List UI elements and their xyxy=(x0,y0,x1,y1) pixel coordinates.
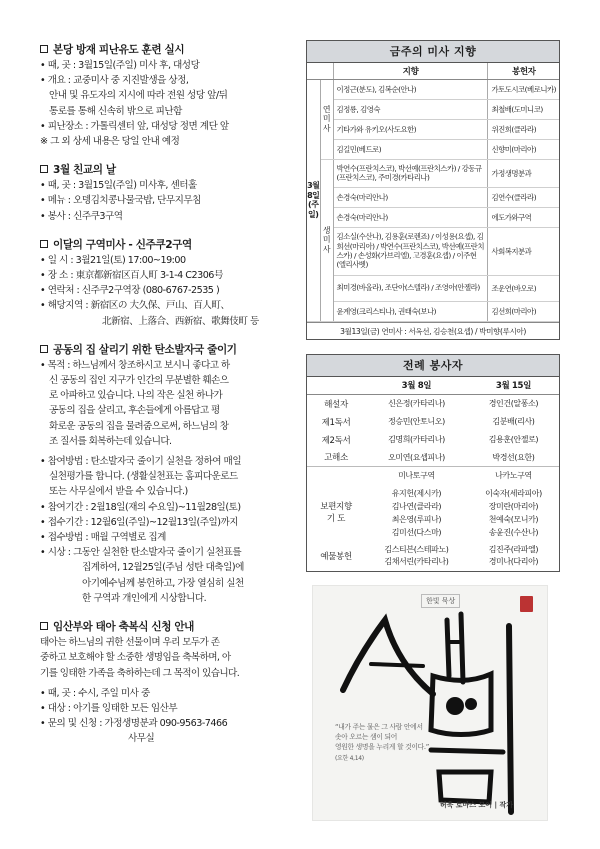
table-row xyxy=(307,395,559,413)
quote-reference: (요한 4,14) xyxy=(335,755,364,762)
date-column-header: 3월 15일 xyxy=(468,377,559,395)
intent-cell: 손경숙(마리안나) xyxy=(333,187,488,207)
server-name: 김채서린(카타리나) xyxy=(384,556,449,566)
table-row xyxy=(307,139,559,159)
server-name: 김미선(다스마) xyxy=(391,527,442,537)
table-row xyxy=(307,275,559,301)
server-name: 이숙자(세라피아) xyxy=(485,488,542,498)
server-name: 장미란(마리아) xyxy=(488,501,539,511)
server-name: 김분배(리사) xyxy=(492,417,535,426)
blessing-section xyxy=(40,619,296,746)
mass-intention-title: 금주의 미사 지향 xyxy=(307,41,559,63)
weekday-mass-note: 3월13일(금) 연미사 : 서옥선, 김승천(요셉) / 박미향(루시아) xyxy=(307,322,559,339)
server-name: 김명희(카타리나) xyxy=(388,435,445,444)
server-name: 최은영(루피나) xyxy=(391,514,442,524)
intent-column-header: 지향 xyxy=(333,63,488,79)
table-row xyxy=(307,431,559,449)
paragraph-line: 공동의 집을 살리고, 후손들에게 아름답고 평 xyxy=(49,405,220,417)
donor-cell: 가토도시코(베로니카) xyxy=(488,79,559,99)
quote-line: 솟아 오르는 샘이 되어 xyxy=(335,733,397,741)
info-line: • 때, 곳 : 수시, 주일 미사 중 xyxy=(40,687,150,699)
info-line: • 해당지역 : 新宿区の 大久保、戸山、百人町、 xyxy=(40,300,230,312)
left-column xyxy=(40,42,296,760)
intent-cell: 이정근(분도), 김복순(안나) xyxy=(333,79,488,99)
paragraph-line: 기를 잉태한 가족을 축하하는데 그 목적이 있습니다. xyxy=(40,667,240,679)
info-line: • 때, 곳 : 3월15일(주일) 미사 후, 대성당 xyxy=(40,60,200,71)
server-name: 오미연(요셉피나) xyxy=(388,452,445,462)
paragraph-line: 화로운 공동의 집을 물려줌으로써, 하느님의 창 xyxy=(49,420,229,432)
table-row xyxy=(307,467,559,485)
server-name: 경인건(알퐁소) xyxy=(488,399,539,409)
info-line: • 접수방법 : 매월 구역별로 집계 xyxy=(40,532,166,544)
server-name: 유지헌(제시카) xyxy=(391,488,442,498)
mass-intention-table xyxy=(307,63,559,322)
table-row xyxy=(307,541,559,571)
info-line: • 피난장소 : 가톨릭센터 앞, 대성당 정면 계단 앞 xyxy=(40,120,229,132)
donor-column-header: 봉헌자 xyxy=(488,63,559,79)
table-row xyxy=(307,119,559,139)
meditation-tag: 한빛 묵상 xyxy=(421,594,460,608)
role-label: 예물봉헌 xyxy=(320,551,352,562)
district-label: 미나토구역 xyxy=(365,467,468,485)
server-name-list xyxy=(468,541,559,571)
server-name: 김스티븐(스테파노) xyxy=(384,544,449,554)
section-title: 공동의 집 살리기 위한 탄소발자국 줄이기 xyxy=(40,342,296,358)
square-bullet-icon xyxy=(40,165,48,173)
server-name: 김진주(라파엘) xyxy=(488,544,539,554)
intent-cell: 김소실(수산나), 김용훈(로렌죠) / 이성용(요셉), 김희선(마리아) / 박연수(프란치스코), 박선예(프란치스카) / 손성화(가브리엘), 고경훈(요셉) / 이주현(엘리사벳) xyxy=(333,227,488,275)
table-row xyxy=(307,79,559,99)
intent-cell: 손경숙(마리안나) xyxy=(333,207,488,227)
server-name: 천예숙(모니카) xyxy=(488,514,539,524)
donor-cell: 가정생명분과 xyxy=(488,159,559,187)
server-name: 신은정(카타리나) xyxy=(388,399,445,409)
info-line: • 개요 : 교중미사 중 지진발생을 상정, xyxy=(40,75,189,87)
section-title: 임산부와 태아 축복식 신청 안내 xyxy=(40,619,296,635)
info-line: 집계하여, 12월25일(주님 성탄 대축일)에 xyxy=(82,562,244,574)
square-bullet-icon xyxy=(40,345,48,353)
info-line: 한 구역과 개인에게 시상합니다. xyxy=(82,592,207,604)
paragraph-line: 중하고 보호해야 할 소중한 생명임을 축복하며, 아 xyxy=(40,652,231,664)
server-name: 송윤진(수산나) xyxy=(488,527,539,537)
paragraph-line: • 목적 : 하느님께서 창조하시고 보시니 좋다고 하 xyxy=(40,359,230,371)
carbon-section xyxy=(40,342,296,606)
liturgy-servers-table xyxy=(307,377,559,571)
info-line: • 접수기간 : 12월6일(주일)~12월13일(주일)까지 xyxy=(40,516,239,528)
server-name: 경미나(다리아) xyxy=(488,556,539,566)
table-header-row xyxy=(307,63,559,79)
deceased-mass-label: 연미사 xyxy=(320,79,333,159)
info-line: • 장 소 : 東京都新宿区百人町 3-1-4 C2306号 xyxy=(40,270,224,282)
server-name: 김나연(클라라) xyxy=(391,501,442,511)
info-line: 北新宿、上落合、西新宿、歌舞伎町 등 xyxy=(102,315,259,327)
paragraph-line: 태아는 하느님의 귀한 선물이며 우리 모두가 존 xyxy=(40,637,220,649)
table-row xyxy=(307,301,559,321)
role-label: 제2독서 xyxy=(321,435,351,446)
mass-intention-box xyxy=(306,40,560,340)
table-row xyxy=(307,227,559,275)
role-label: 고해소 xyxy=(324,453,348,464)
paragraph-line: 신 공동의 집인 지구가 인간의 무분별한 훼손으 xyxy=(49,375,229,387)
meditation-card xyxy=(312,585,548,821)
info-line: • 참여방법 : 탄소발자국 줄이기 실천을 정하여 매일 xyxy=(40,456,242,468)
server-name-list xyxy=(365,485,468,541)
info-line: 안내 및 유도자의 지시에 따라 전원 성당 앞/뒤 xyxy=(49,90,228,102)
info-line: • 문의 및 신청 : 가정생명분과 090-9563-7466 xyxy=(40,718,228,730)
info-line: • 연락처 : 신주쿠2구역장 (080-6767-2535 ) xyxy=(40,285,220,297)
square-bullet-icon xyxy=(40,240,48,248)
table-row xyxy=(307,207,559,227)
table-row xyxy=(307,485,559,541)
intent-cell: 김정룡, 김영숙 xyxy=(333,99,488,119)
section-title: 이달의 구역미사 - 신주쿠2구역 xyxy=(40,237,296,253)
intent-cell: 최미경(바올라), 조단아(스텔라) / 조영아(안젤라) xyxy=(333,275,488,301)
table-row xyxy=(307,99,559,119)
quote-line: “내가 주는 물은 그 사람 안에서 xyxy=(335,723,423,731)
district-label: 나카노구역 xyxy=(468,467,559,485)
section-title: 본당 방재 피난유도 훈련 실시 xyxy=(40,42,296,58)
table-header-row xyxy=(307,377,559,395)
role-label: 보편지향 기 도 xyxy=(320,501,352,524)
donor-cell: 김연수(클라라) xyxy=(488,187,559,207)
table-row xyxy=(307,159,559,187)
district-section xyxy=(40,237,296,329)
gathering-section xyxy=(40,162,296,224)
info-line: 아기예수님께 봉헌하고, 가장 열심히 실천 xyxy=(82,577,244,589)
table-row xyxy=(307,413,559,431)
section-title: 3월 친교의 날 xyxy=(40,162,296,178)
drill-section xyxy=(40,42,296,149)
donor-cell: 위진희(클라라) xyxy=(488,119,559,139)
donor-cell: 조운연(바오로) xyxy=(488,275,559,301)
role-label: 제1독서 xyxy=(321,417,351,428)
server-name: 박경선(요한) xyxy=(492,452,535,462)
info-line: 또는 사무실에서 받을 수 있습니다.) xyxy=(49,486,188,498)
info-line: • 참여기간 : 2월18일(재의 수요일)~11월28일(토) xyxy=(40,501,241,513)
info-line: 사무실 xyxy=(128,733,155,745)
table-row xyxy=(307,449,559,467)
info-line: 통로를 통해 신속히 밖으로 피난함 xyxy=(49,105,182,117)
info-line: • 메뉴 : 오뎅김치콩나물국밥, 단무지무침 xyxy=(40,195,201,207)
info-line: 실천평가를 합니다. (생활실천표는 홈피다운로드 xyxy=(49,471,238,483)
donor-cell: 김선희(마리아) xyxy=(488,301,559,321)
info-line: • 봉사 : 신주쿠3구역 xyxy=(40,210,123,222)
server-name-list xyxy=(468,485,559,541)
intent-cell: 박연수(프란치스코), 박선예(프란치스카) / 강동규(프란치스코), 주미경(카타리나) xyxy=(333,159,488,187)
intent-cell: 김길민(베드로) xyxy=(333,139,488,159)
info-line: • 일 시 : 3월21일(토) 17:00~19:00 xyxy=(40,254,186,266)
server-name-list xyxy=(365,541,468,571)
square-bullet-icon xyxy=(40,45,48,53)
author-credit: 허욱 토마스 모어 | 작가 xyxy=(439,801,513,809)
info-line: • 대상 : 아기를 잉태한 모든 임산부 xyxy=(40,702,178,714)
server-name: 김용훈(안젤로) xyxy=(488,435,539,444)
intent-cell: 윤계영(크리스티나), 권태숙(보나) xyxy=(333,301,488,321)
mass-date: 3월8일(주일) xyxy=(307,79,320,321)
donor-cell: 에도가와구역 xyxy=(488,207,559,227)
liturgy-servers-title: 전례 봉사자 xyxy=(307,355,559,377)
info-line: • 때, 곳 : 3월15일(주일) 미사후, 센터홀 xyxy=(40,180,197,192)
date-column-header: 3월 8일 xyxy=(365,377,468,395)
paragraph-line: 조 질서를 회복하는데 있습니다. xyxy=(49,435,172,447)
quote-line: 영원한 생명을 누리게 할 것이다.” xyxy=(335,743,429,751)
right-column xyxy=(306,40,560,572)
living-mass-label: 생미사 xyxy=(320,159,333,321)
donor-cell: 사회복지분과 xyxy=(488,227,559,275)
table-row xyxy=(307,187,559,207)
info-line: • 시상 : 그동안 실천한 탄소발자국 줄이기 실천표를 xyxy=(40,547,242,559)
intent-cell: 기타가와 유키오(사도요한) xyxy=(333,119,488,139)
square-bullet-icon xyxy=(40,622,48,630)
donor-cell: 신향미(마리아) xyxy=(488,139,559,159)
donor-cell: 최철배(도미니코) xyxy=(488,99,559,119)
calligraphy-saengmyeong-artwork xyxy=(313,586,549,822)
liturgy-servers-box xyxy=(306,354,560,572)
info-line: ※ 그 외 상세 내용은 당일 안내 예정 xyxy=(40,136,180,148)
paragraph-line: 로 아파하고 있습니다. 나의 작은 실천 하나가 xyxy=(49,390,223,402)
server-name: 정승민(안토니오) xyxy=(388,417,445,426)
scripture-quote xyxy=(335,722,429,764)
role-label: 해설자 xyxy=(324,399,348,410)
